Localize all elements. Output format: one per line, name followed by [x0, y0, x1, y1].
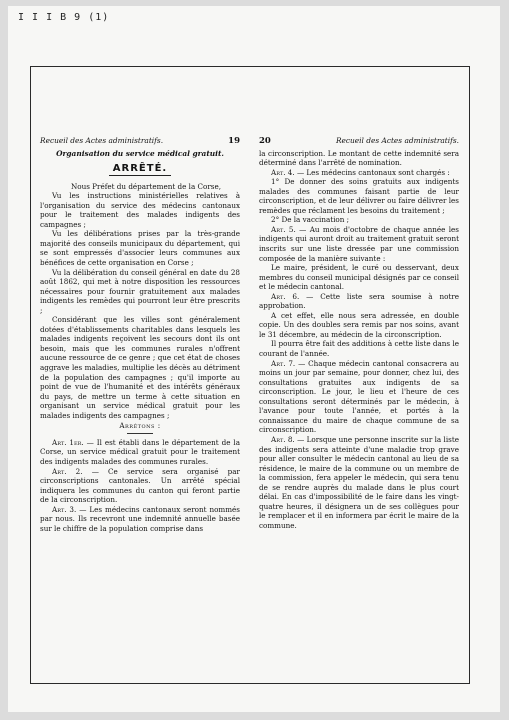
archive-folio-mark: I I I B 9 (1)	[18, 12, 110, 23]
section-title: Organisation du service médical gratuit.	[56, 148, 224, 158]
article-head: Art. 6.	[271, 291, 300, 301]
article-paragraph: A cet effet, elle nous sera adressée, en double copie. Un des doubles sera remis par nos soins, avant le 31 décembre, au médecin de la circonscription.	[259, 310, 459, 339]
article-head: Art. 7.	[271, 358, 296, 368]
right-running-title: Recueil des Actes administratifs.	[335, 136, 459, 145]
left-page-number: 19	[228, 136, 240, 146]
article	[259, 168, 459, 178]
arrete-heading-wrap	[40, 164, 240, 176]
article-text: — Il est établi dans le département de la Corse, un service médical gratuit pour le traitement des indigents malades des communes rurales.	[40, 437, 240, 466]
right-running-header	[259, 136, 459, 147]
preamble-paragraph: Vu les instructions ministérielles relatives à l'organisation du service des médecins cantonaux pour le traitement des malades indigents des campagnes ;	[40, 191, 240, 229]
divider	[127, 433, 153, 434]
article	[40, 467, 240, 505]
article	[40, 505, 240, 534]
left-running-header	[40, 136, 240, 147]
article-paragraph: Il pourra être fait des additions à cette liste dans le courant de l'année.	[259, 339, 459, 359]
article	[259, 292, 459, 311]
article	[40, 438, 240, 467]
article-text: — Les médecins cantonaux sont chargés :	[296, 167, 450, 177]
article-head: Art. 2.	[52, 466, 83, 476]
continuation-text: la circonscription. Le montant de cette indemnité sera déterminé dans l'arrêté de nomination.	[259, 148, 459, 168]
arrete-heading: ARRÊTÉ.	[109, 164, 171, 176]
article-text: — Lorsque une personne inscrite sur la liste des indigents sera atteinte d'une maladie trop grave pour aller consulter le médecin cantonal au lieu de sa résidence, le maire de la commune ou un membre de la commission, fera appeler le médecin, qui sera tenu de se rendre auprès du malade dans le plus court délai. En cas d'impossibilité de le faire dans les vingt-quatre heures, il désignera un de ses collègues pour le remplacer et il en informera par écrit le maire de la commune.	[259, 434, 459, 530]
article-head: Art. 8.	[271, 434, 295, 444]
preamble-paragraph: Vu les délibérations prises par la très-grande majorité des conseils municipaux du département, qui se sont empressés d'associer leurs communes aux bénéfices de cette organisation en Corse ;	[40, 229, 240, 268]
considerant-paragraph: Considérant que les villes sont généralement dotées d'établissements charitables dans lesquels les malades indigents reçoivent les secours dont ils ont besoin, mais que les communes rurales n'offrent aucune ressource de ce genre ; que cet état de choses aggrave les maladies, multiplie les décès au détriment de la population des campagnes ; qu'il importe au point de vue de l'humanité et des intérêts généraux du pays, de mettre un terme à cette situation en organisant un service médical gratuit pour les malades indigents des campagnes ;	[40, 315, 240, 420]
authority-line: Nous Préfet du département de la Corse,	[70, 181, 222, 191]
article-head: Art. 1er.	[52, 437, 84, 447]
article	[259, 225, 459, 263]
left-running-title: Recueil des Actes administratifs.	[40, 136, 164, 145]
article-head: Art. 5.	[271, 224, 296, 234]
article-paragraph: 2° De la vaccination ;	[271, 215, 350, 225]
right-column	[259, 136, 459, 530]
article-text: — Ce service sera organisé par circonscriptions cantonales. Un arrêté spécial indiquera les communes du canton qui feront partie de la circonscription.	[40, 466, 240, 505]
preamble-paragraph: Vu la délibération du conseil général en date du 28 août 1862, qui met à notre disposition les ressources nécessaires pour fournir gratuitement aux malades indigents les remèdes qui pourront leur être prescrits ;	[40, 267, 240, 315]
article-text: — Au mois d'octobre de chaque année les indigents qui auront droit au traitement gratuit seront inscrits sur une liste dressée par une commission composée de la manière suivante :	[259, 224, 459, 263]
right-page-number: 20	[259, 136, 271, 146]
article-head: Art. 3.	[52, 504, 77, 514]
left-column	[40, 136, 240, 533]
arretons-heading: Arrêtons :	[119, 421, 161, 431]
article-text: — Chaque médecin cantonal consacrera au moins un jour par semaine, pour donner, chez lui, des consultations gratuites aux indigents de sa circonscription. Le jour, le lieu et l'heure de ces consultations seront déterminés par le médecin, à l'avance pour toute l'année, et portés à la connaissance du maire de chaque commune de sa circonscription.	[259, 358, 459, 435]
article	[259, 359, 459, 435]
article	[259, 435, 459, 530]
article-paragraph: 1° De donner des soins gratuits aux indigents malades des communes faisant partie de leur circonscription, et de leur délivrer ou faire délivrer les remèdes que réclament les besoins du traitement ;	[259, 177, 459, 215]
article-paragraph: Le maire, président, le curé ou desservant, deux membres du conseil municipal désignés par ce conseil et le médecin cantonal.	[259, 263, 459, 292]
article-text: — Les médecins cantonaux seront nommés par nous. Ils recevront une indemnité annuelle basée sur le chiffre de la population comprise dans	[40, 504, 240, 533]
article-text: — Cette liste sera soumise à notre approbation.	[259, 291, 459, 311]
article-head: Art. 4.	[271, 167, 295, 177]
